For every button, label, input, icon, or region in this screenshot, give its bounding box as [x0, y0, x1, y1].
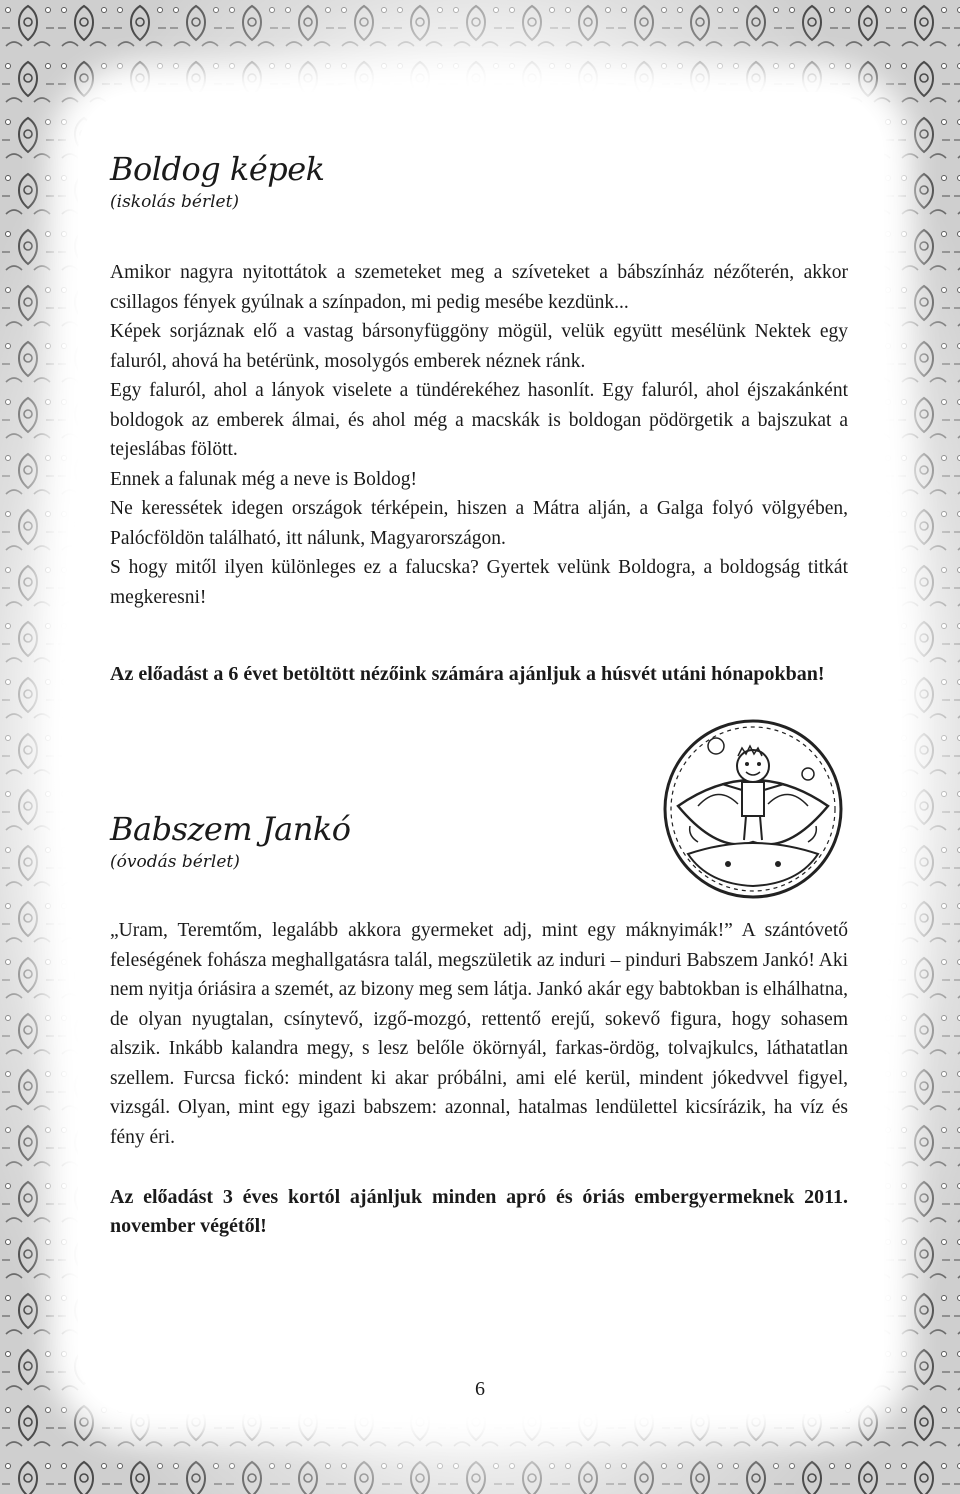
paragraph: Képek sorjáznak elő a vastag bársonyfüggöny mögül, velük együtt mesélünk Nektek egy faluról, ahová ha betérünk, mosolygós emberek néznek ránk. [110, 321, 848, 372]
section-heading [110, 150, 325, 212]
section-subtitle: (óvodás bérlet) [110, 852, 240, 872]
age-recommendation: Az előadást a 6 évet betöltött nézőink számára ajánljuk a húsvét utáni hónapokban! [110, 663, 825, 685]
babszem-janko-illustration [658, 714, 848, 904]
section-body [110, 258, 848, 612]
section-title: Boldog képek [110, 150, 325, 188]
paragraph: Egy faluról, ahol a lányok viselete a tündérekéhez hasonlít. Egy faluról, ahol éjszakánként boldogok az emberek álmai, és ahol még a macskák is boldogan pödörgetik a bajszukat a tejeslábas fölött. [110, 380, 848, 460]
section-title: Babszem Jankó [110, 810, 351, 848]
page-number: 6 [475, 1378, 485, 1400]
age-recommendation: Az előadást 3 éves kortól ajánljuk minden apró és óriás embergyermeknek 2011. november végétől! [110, 1186, 848, 1237]
paragraph: Ne keressétek idegen országok térképein, hiszen a Mátra alján, a Galga folyó völgyében, Palócföldön található, itt nálunk, Magyarországon. [110, 498, 848, 549]
section-subtitle: (iskolás bérlet) [110, 192, 240, 212]
section-heading [110, 810, 848, 872]
section-babszem-janko [110, 810, 848, 1148]
paragraph: „Uram, Teremtőm, legalább akkora gyermeket adj, mint egy máknyimák!” A szántóvető feleségének fohásza meghallgatásra talál, megszületik az induri – pinduri Babszem Jankó! Aki nem nyitja óriásira a szemét, az bizony meg sem látja. Jankó akár egy babtokban is elhálhatna, de olyan nyugtalan, csínytevő, izgő-mozgó, rettentő erejű, sokevő figura, hogy sohasem alszik. Inkább kalandra megy, s lesz belőle ökörnyál, farkas-ördög, tolvajkulcs, láthatatlan szellem. Furcsa fickó: mindent ki akar próbálni, ami elé kerül, mindent jókedvvel figyel, vizsgál. Olyan, mint egy igazi babszem: azonnal, hatalmas lendülettel kicsírázik, ha víz és fény éri. [110, 920, 848, 1148]
paragraph: Amikor nagyra nyitottátok a szemeteket meg a szíveteket a bábszínház nézőterén, akkor csillagos fények gyúlnak a színpadon, mi pedig mesébe kezdünk... [110, 262, 848, 313]
paragraph: S hogy mitől ilyen különleges ez a falucska? Gyertek velünk Boldogra, a boldogság titkát megkeresni! [110, 557, 848, 608]
paragraph: Ennek a falunak még a neve is Boldog! [110, 468, 418, 490]
